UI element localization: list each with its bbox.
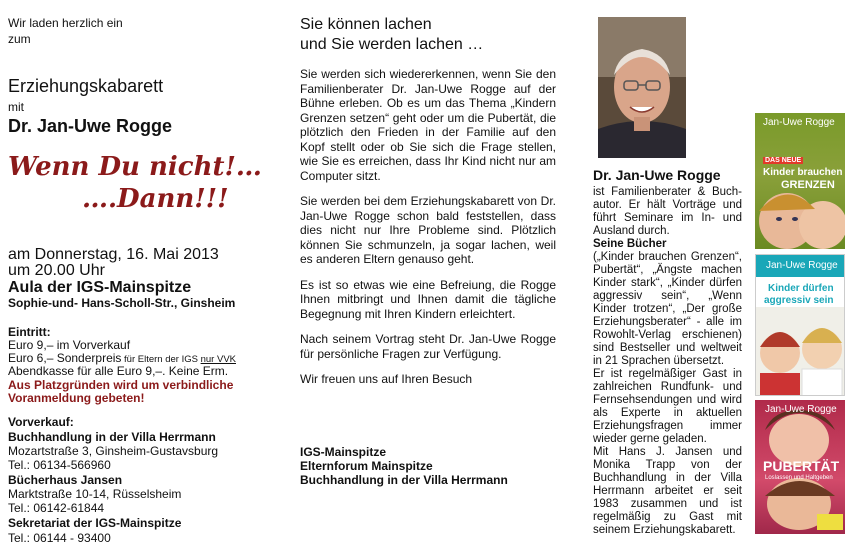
event-time: um 20.00 Uhr [8, 262, 105, 279]
shop2-address: Marktstraße 10-14, Rüsselsheim [8, 487, 182, 501]
body-paragraph-3: Es ist so etwas wie eine Befreiung, die Rogge Ihnen mitbringt und Ihnen damit die tägliche Begegnung mit Ihren Kindern erleichtert. [300, 277, 556, 321]
entry-special-note: für Eltern der IGS [121, 354, 201, 365]
shop1-address: Mozartstraße 3, Ginsheim-Gustavsburg [8, 444, 219, 458]
portrait-icon [598, 17, 686, 158]
bio-paragraph-2: Er ist regelmäßiger Gast in zahlreichen Rundfunk- und Fernsehsendungen und wird als Experte in aktuellen Erziehungsfragen immer wieder gerne geladen. [593, 368, 742, 445]
body-paragraph-4: Nach seinem Vortrag steht Dr. Jan-Uwe Rogge für persönliche Fragen zur Verfügung. [300, 332, 556, 361]
entry-presale: Euro 9,– im Vorverkauf [8, 338, 131, 352]
book-1-badge: DAS NEUE [765, 157, 802, 164]
bio-name: Dr. Jan-Uwe Rogge [593, 167, 721, 183]
body-paragraph-2: Sie werden bei dem Erziehungskabarett von Dr. Jan-Uwe Rogge schon bald feststellen, dass dies nicht nur Ihre Probleme sind. Plötzlich können Sie schmunzeln, ja sogar lachen, weil es anderen Eltern genauso geht. [300, 194, 556, 266]
entry-heading: Eintritt: [8, 325, 51, 339]
book-cover-1 [755, 113, 845, 249]
books-heading: Seine Bücher [593, 238, 667, 250]
organizer-1: IGS-Mainspitze [300, 445, 387, 459]
book-cover-3 [755, 400, 845, 534]
organizer-2: Elternforum Mainspitze [300, 459, 433, 473]
mit-label: mit [8, 100, 24, 114]
book-1-title-2: GRENZEN [781, 179, 835, 191]
book-2-art [756, 307, 845, 396]
event-date: am Donnerstag, 16. Mai 2013 [8, 246, 219, 263]
book-3-title-2: Loslassen und Haltgeben [765, 475, 833, 481]
invite-line-1: Wir laden herzlich ein [8, 16, 123, 30]
entry-special-price: Euro 6,– Sonderpreis [8, 351, 122, 365]
entry-special-vvk: nur VVK [200, 354, 236, 365]
shop1-name: Buchhandlung in der Villa Herrmann [8, 430, 216, 444]
book-2-author: Jan-Uwe Rogge [766, 260, 838, 271]
speaker-portrait-photo [598, 17, 686, 158]
event-type: Erziehungskabarett [8, 76, 164, 96]
headline-line-1: Sie können lachen [300, 16, 432, 33]
notice-line-2: Voranmeldung gebeten! [8, 391, 145, 405]
notice-line-1: Aus Platzgründen wird um verbindliche [8, 378, 234, 392]
event-address: Sophie-und- Hans-Scholl-Str., Ginsheim [8, 296, 236, 310]
shop3-phone: Tel.: 06144 - 93400 [8, 531, 111, 545]
books-list: („Kinder brauchen Grenzen“, Pubertät“, „Ängste machen Kinder stark“, „Kinder dürfen aggressiv sein“, „Wenn Kinder trotzen“, „Der große Erziehungsberater“ - alle im Rowohlt-Verlag erschienen) sind Bestseller und weltweit in 21 Sprachen übersetzt. [593, 251, 742, 367]
organizer-3: Buchhandlung in der Villa Herrmann [300, 473, 508, 487]
presale-heading: Vorverkauf: [8, 415, 74, 429]
headline-line-2: und Sie werden lachen … [300, 36, 484, 53]
event-venue: Aula der IGS-Mainspitze [8, 279, 192, 296]
shop2-name: Bücherhaus Jansen [8, 473, 123, 487]
book-1-author: Jan-Uwe Rogge [763, 117, 835, 128]
shop1-phone: Tel.: 06134-566960 [8, 458, 111, 472]
slogan-line-2: ….Dann!!! [82, 184, 229, 214]
speaker-name: Dr. Jan-Uwe Rogge [8, 116, 173, 136]
slogan-line-1: Wenn Du nicht!… [8, 152, 262, 182]
book-3-title-1: PUBERTÄT [763, 458, 840, 474]
book-3-author: Jan-Uwe Rogge [765, 404, 837, 415]
body-paragraph-1: Sie werden sich wiedererkennen, wenn Sie den Familienberater Dr. Jan-Uwe Rogge auf der Bühne erleben. Ob es um das Thema „Kindern Grenzen setzen“ geht oder um die Pubertät, die plötzlich den Frieden in der Familie auf den Kopf stellt oder ob Sie sich die Frage stellen, wie Sie es erreichen, dass Ihr Kind nicht nur am Computer sitzt. [300, 67, 556, 183]
shop2-phone: Tel.: 06142-61844 [8, 501, 105, 515]
book-cover-2 [755, 254, 845, 396]
bio-paragraph-1: ist Familienberater & Buch-autor. Er hält Vorträge und führt Seminare im In- und Ausland durch. [593, 186, 742, 237]
book-2-title-1: Kinder dürfen [768, 283, 834, 294]
body-text [300, 67, 556, 398]
book-2-title-2: aggressiv sein [764, 295, 834, 306]
entry-box-office: Abendkasse für alle Euro 9,–. Keine Erm. [8, 364, 229, 378]
bio-paragraph-3: Mit Hans J. Jansen und Monika Trapp von der Buchhandlung in der Villa Herrmann arbeitet er seit 1983 zusammen und ist regelmäßig zu Gast mit seinem Erziehungskabarett. [593, 446, 742, 536]
shop3-name: Sekretariat der IGS-Mainspitze [8, 516, 182, 530]
invite-line-2: zum [8, 32, 31, 46]
bio-text [593, 186, 742, 537]
body-paragraph-5: Wir freuen uns auf Ihren Besuch [300, 372, 473, 386]
book-1-title-1: Kinder brauchen [763, 167, 843, 178]
